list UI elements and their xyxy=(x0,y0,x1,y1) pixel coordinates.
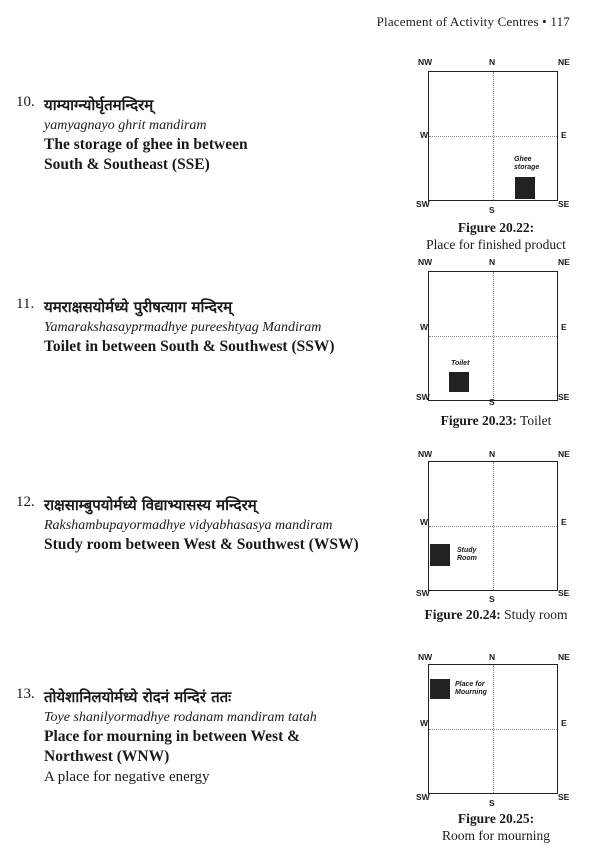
label-sw: SW xyxy=(416,792,430,802)
transliteration: Rakshambupayormadhye vidyabhasasya mandiram xyxy=(44,518,333,533)
label-e: E xyxy=(561,322,567,332)
figure-caption xyxy=(402,810,590,844)
floor-plan xyxy=(428,271,558,401)
figure-caption xyxy=(402,219,590,253)
english-line: Place for mourning in between West & xyxy=(44,728,301,745)
label-ne: NE xyxy=(558,652,570,662)
figure-number: Figure 20.24: xyxy=(424,607,501,622)
label-nw: NW xyxy=(418,57,433,67)
transliteration: yamyagnayo ghrit mandiram xyxy=(44,118,207,133)
floor-plan xyxy=(428,664,558,794)
entry-number: 11. xyxy=(16,296,35,312)
english-line: The storage of ghee in between xyxy=(44,136,248,153)
study-room xyxy=(430,544,450,566)
room-label-line: storage xyxy=(514,164,540,171)
figure-caption xyxy=(402,606,590,623)
room-label-line: Ghee xyxy=(514,156,532,163)
label-se: SE xyxy=(558,199,570,209)
room-label-line: Room xyxy=(457,555,477,562)
room-label-line: Toilet xyxy=(451,360,470,367)
room-label-line: Place for xyxy=(455,681,485,688)
label-sw: SW xyxy=(416,588,430,598)
east-west-axis xyxy=(429,729,557,730)
floor-plan xyxy=(428,71,558,201)
entry-number: 10. xyxy=(16,94,35,110)
label-nw: NW xyxy=(418,652,433,662)
note-line: A place for negative energy xyxy=(44,769,210,785)
label-n: N xyxy=(489,652,496,662)
toilet-room xyxy=(449,372,469,392)
english-line: South & Southeast (SSE) xyxy=(44,156,210,173)
label-n: N xyxy=(489,449,496,459)
running-header xyxy=(377,14,570,30)
room-label-line: Mourning xyxy=(455,689,487,696)
label-se: SE xyxy=(558,588,570,598)
label-s: S xyxy=(489,594,495,604)
label-w: W xyxy=(420,718,429,728)
label-w: W xyxy=(420,322,429,332)
east-west-axis xyxy=(429,136,557,137)
label-n: N xyxy=(489,57,496,67)
entry-12 xyxy=(16,494,386,555)
label-sw: SW xyxy=(416,392,430,402)
label-w: W xyxy=(420,130,429,140)
figure-caption xyxy=(402,412,590,429)
room-label-line: Study xyxy=(457,547,477,554)
entry-number: 12. xyxy=(16,494,35,510)
east-west-axis xyxy=(429,336,557,337)
label-ne: NE xyxy=(558,57,570,67)
label-s: S xyxy=(489,397,495,407)
label-nw: NW xyxy=(418,257,433,267)
ghee-storage-room xyxy=(515,177,535,199)
english-line: Toilet in between South & Southwest (SSW) xyxy=(44,338,335,355)
east-west-axis xyxy=(429,526,557,527)
label-se: SE xyxy=(558,792,570,802)
figure-title: Room for mourning xyxy=(442,828,550,843)
room-label xyxy=(455,681,487,697)
sanskrit-verse: राक्षसाम्बुपयोर्मध्ये विद्याभ्यासस्य मन्दिरम् xyxy=(44,496,257,514)
running-title: Placement of Activity Centres xyxy=(376,14,539,29)
figure-number: Figure 20.25: xyxy=(457,811,535,826)
figure-title: Toilet xyxy=(520,413,552,428)
label-e: E xyxy=(561,718,567,728)
page-number: 117 xyxy=(550,14,570,29)
label-ne: NE xyxy=(558,449,570,459)
label-w: W xyxy=(420,517,429,527)
transliteration: Toye shanilyormadhye rodanam mandiram tatah xyxy=(44,710,317,725)
room-label xyxy=(457,547,477,563)
label-e: E xyxy=(561,130,567,140)
english-line: Study room between West & Southwest (WSW) xyxy=(44,536,359,553)
sanskrit-verse: याम्याग्न्योर्घृतमन्दिरम् xyxy=(44,96,154,114)
figure-number: Figure 20.23: xyxy=(440,413,517,428)
transliteration: Yamarakshasayprmadhye pureeshtyag Mandiram xyxy=(44,320,322,335)
figure-number: Figure 20.22: xyxy=(457,220,535,235)
room-label xyxy=(514,156,539,172)
figure-title: Study room xyxy=(504,607,568,622)
label-se: SE xyxy=(558,392,570,402)
sanskrit-verse: तोयेशानिलयोर्मध्ये रोदनं मन्दिरं ततः xyxy=(44,688,232,706)
header-bullet: • xyxy=(542,14,547,29)
label-s: S xyxy=(489,205,495,215)
entry-10 xyxy=(16,94,386,175)
entry-number: 13. xyxy=(16,686,35,702)
room-label xyxy=(451,360,469,368)
figure-title: Place for finished product xyxy=(426,237,566,252)
english-line: Northwest (WNW) xyxy=(44,748,170,765)
sanskrit-verse: यमराक्षसयोर्मध्ये पुरीषत्याग मन्दिरम् xyxy=(44,298,233,316)
label-nw: NW xyxy=(418,449,433,459)
floor-plan xyxy=(428,461,558,591)
label-s: S xyxy=(489,798,495,808)
label-ne: NE xyxy=(558,257,570,267)
entry-13 xyxy=(16,686,386,787)
label-e: E xyxy=(561,517,567,527)
label-n: N xyxy=(489,257,496,267)
entry-11 xyxy=(16,296,386,357)
label-sw: SW xyxy=(416,199,430,209)
mourning-room xyxy=(430,679,450,699)
